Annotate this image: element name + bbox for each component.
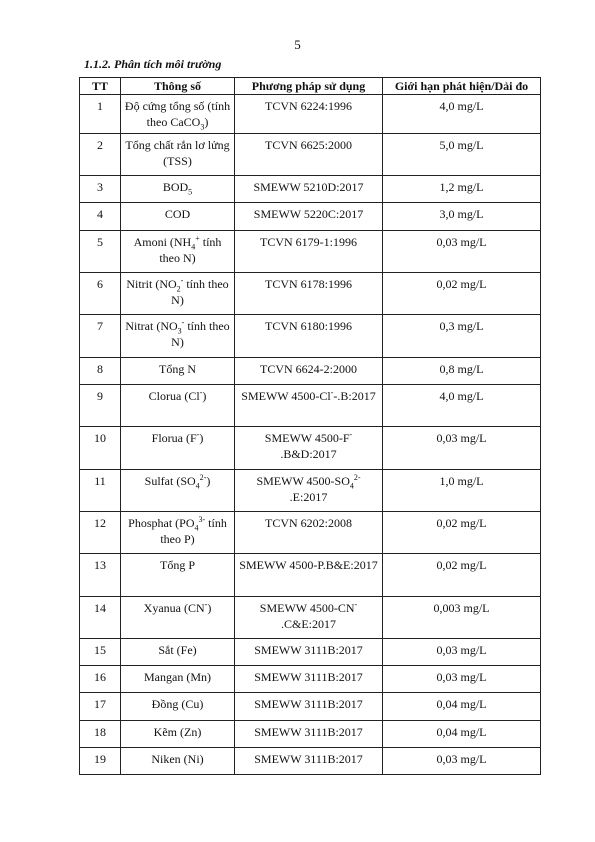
cell-method: SMEWW 4500-Cl--.B:2017: [235, 385, 383, 427]
cell-method: SMEWW $4500-SO_4^{2-}$ .E:2017: [235, 470, 383, 512]
cell-method: SMEWW 3111B:2017: [235, 748, 383, 775]
cell-detection-limit: 1,0 mg/L: [383, 470, 541, 512]
cell-tt: 7: [80, 315, 121, 358]
cell-parameter: Tổng P: [121, 554, 235, 597]
table-row: [80, 203, 541, 231]
cell-tt: 11: [80, 470, 121, 512]
cell-method: TCVN 6179-1:1996: [235, 231, 383, 273]
cell-method: TCVN 6180:1996: [235, 315, 383, 358]
cell-method: SMEWW 3111B:2017: [235, 693, 383, 721]
cell-parameter: Niken (Ni): [121, 748, 235, 775]
cell-parameter: Amoni ($NH_4^+$ tính theo N): [121, 231, 235, 273]
cell-detection-limit: 0,03 mg/L: [383, 639, 541, 666]
cell-tt: 1: [80, 95, 121, 134]
header-parameter: Thông số: [121, 78, 235, 95]
table-row: [80, 597, 541, 639]
table-row: [80, 470, 541, 512]
table-row: [80, 231, 541, 273]
cell-method: SMEWW 3111B:2017: [235, 666, 383, 693]
cell-tt: 3: [80, 176, 121, 203]
cell-detection-limit: 1,2 mg/L: [383, 176, 541, 203]
cell-parameter: Clorua (Cl-): [121, 385, 235, 427]
section-heading: 1.1.2. Phân tích môi trường: [84, 57, 222, 71]
cell-method: SMEWW 3111B:2017: [235, 721, 383, 748]
cell-tt: 6: [80, 273, 121, 315]
cell-detection-limit: 0,04 mg/L: [383, 721, 541, 748]
cell-tt: 12: [80, 512, 121, 554]
table-row: [80, 134, 541, 176]
cell-method: TCVN 6625:2000: [235, 134, 383, 176]
table-row: [80, 721, 541, 748]
cell-method: TCVN 6624-2:2000: [235, 358, 383, 385]
cell-parameter: Nitrit ($NO_2^-$ tính theo N): [121, 273, 235, 315]
cell-tt: 5: [80, 231, 121, 273]
table-row: [80, 427, 541, 470]
cell-tt: 9: [80, 385, 121, 427]
cell-detection-limit: 0,02 mg/L: [383, 554, 541, 597]
cell-method: SMEWW 4500-CN- .C&E:2017: [235, 597, 383, 639]
cell-detection-limit: 0,003 mg/L: [383, 597, 541, 639]
table-row: [80, 554, 541, 597]
cell-detection-limit: 0,02 mg/L: [383, 512, 541, 554]
cell-parameter: Đồng (Cu): [121, 693, 235, 721]
cell-method: SMEWW 3111B:2017: [235, 639, 383, 666]
cell-tt: 4: [80, 203, 121, 231]
cell-detection-limit: 0,03 mg/L: [383, 748, 541, 775]
cell-detection-limit: 4,0 mg/L: [383, 385, 541, 427]
table-header-row: [80, 78, 541, 95]
header-method: Phương pháp sử dụng: [235, 78, 383, 95]
table-row: [80, 385, 541, 427]
page-number: 5: [294, 37, 301, 52]
parameter-table: [79, 77, 541, 775]
cell-method: SMEWW 4500-F- .B&D:2017: [235, 427, 383, 470]
cell-parameter: Mangan (Mn): [121, 666, 235, 693]
table-row: [80, 315, 541, 358]
table-row: [80, 273, 541, 315]
cell-detection-limit: 0,02 mg/L: [383, 273, 541, 315]
cell-method: SMEWW 5210D:2017: [235, 176, 383, 203]
table-row: [80, 358, 541, 385]
cell-parameter: Độ cứng tổng số (tính theo CaCO$_3$): [121, 95, 235, 134]
cell-detection-limit: 0,3 mg/L: [383, 315, 541, 358]
cell-tt: 10: [80, 427, 121, 470]
table-row: [80, 176, 541, 203]
cell-tt: 8: [80, 358, 121, 385]
cell-method: TCVN 6178:1996: [235, 273, 383, 315]
cell-tt: 14: [80, 597, 121, 639]
cell-parameter: Phosphat ($PO_4^{3-}$ tính theo P): [121, 512, 235, 554]
cell-tt: 17: [80, 693, 121, 721]
header-tt: TT: [80, 78, 121, 95]
cell-tt: 19: [80, 748, 121, 775]
cell-detection-limit: 4,0 mg/L: [383, 95, 541, 134]
cell-method: SMEWW 4500-P.B&E:2017: [235, 554, 383, 597]
table-body: [80, 95, 541, 775]
header-detection-limit: Giới hạn phát hiện/Dải đo: [383, 78, 541, 95]
table-row: [80, 748, 541, 775]
cell-detection-limit: 0,04 mg/L: [383, 693, 541, 721]
cell-detection-limit: 0,03 mg/L: [383, 427, 541, 470]
cell-detection-limit: 5,0 mg/L: [383, 134, 541, 176]
cell-parameter: Sulfat $(SO_4^{2-})$: [121, 470, 235, 512]
cell-parameter: Kẽm (Zn): [121, 721, 235, 748]
cell-detection-limit: 3,0 mg/L: [383, 203, 541, 231]
cell-tt: 15: [80, 639, 121, 666]
cell-detection-limit: 0,8 mg/L: [383, 358, 541, 385]
cell-parameter: Xyanua (CN-): [121, 597, 235, 639]
cell-parameter: Nitrat ($NO_3^-$ tính theo N): [121, 315, 235, 358]
cell-method: TCVN 6202:2008: [235, 512, 383, 554]
cell-method: SMEWW 5220C:2017: [235, 203, 383, 231]
cell-parameter: Sắt (Fe): [121, 639, 235, 666]
table-row: [80, 95, 541, 134]
cell-parameter: $BOD_5$: [121, 176, 235, 203]
cell-detection-limit: 0,03 mg/L: [383, 231, 541, 273]
cell-tt: 13: [80, 554, 121, 597]
cell-parameter: Florua (F-): [121, 427, 235, 470]
table-row: [80, 512, 541, 554]
cell-parameter: COD: [121, 203, 235, 231]
table-row: [80, 639, 541, 666]
cell-tt: 2: [80, 134, 121, 176]
table-row: [80, 666, 541, 693]
cell-method: TCVN 6224:1996: [235, 95, 383, 134]
table-row: [80, 693, 541, 721]
cell-tt: 18: [80, 721, 121, 748]
cell-tt: 16: [80, 666, 121, 693]
cell-parameter: Tổng N: [121, 358, 235, 385]
cell-parameter: Tổng chất rắn lơ lửng (TSS): [121, 134, 235, 176]
cell-detection-limit: 0,03 mg/L: [383, 666, 541, 693]
